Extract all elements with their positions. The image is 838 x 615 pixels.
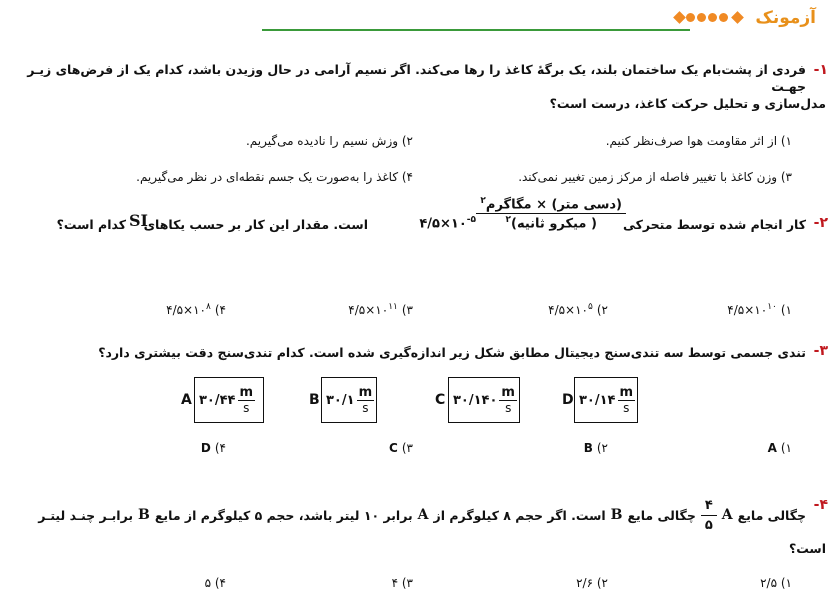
question-2-text-after: است. مقدار این کار بر حسب یکاهای <box>143 217 368 232</box>
dot-icon <box>697 13 706 22</box>
option-value: C <box>389 441 398 455</box>
dot-icon <box>708 13 717 22</box>
option-number: ۴) <box>214 441 226 455</box>
question-4-liquid-a: A <box>721 507 733 523</box>
question-2-coefficient <box>419 215 476 231</box>
option-value: B <box>583 441 593 455</box>
question-3-option-2[interactable] <box>584 441 608 455</box>
option-number: ۳) <box>401 441 413 455</box>
option-base: ۴/۵×۱۰ <box>166 303 207 317</box>
question-4-line-2: است؟ <box>788 541 826 556</box>
question-2-option-2[interactable] <box>548 302 608 317</box>
unit-bottom: s <box>623 401 630 415</box>
dot-icon <box>719 13 728 22</box>
question-2-fraction <box>476 196 626 232</box>
question-1-option-2[interactable]: ۲) وزش نسیم را نادیده می‌گیریم. <box>245 134 413 148</box>
meter-c-label: C <box>435 392 446 408</box>
question-1-option-1[interactable]: ۱) از اثر مقاومت هوا صرف‌نظر کنیم. <box>605 134 792 148</box>
question-3-text: تندی جسمی توسط سه تندی‌سنج دیجیتال مطابق شکل زیر اندازه‌گیری شده است. کدام تندی‌سنج دقت بیشتری دارد؟ <box>98 345 806 360</box>
question-2-text-end: کدام است؟ <box>56 217 126 232</box>
question-4-part-2: چگالی مایع <box>627 508 696 523</box>
header-divider <box>262 29 690 31</box>
question-3-option-4[interactable] <box>201 441 226 455</box>
question-2-option-4[interactable] <box>166 302 226 317</box>
meter-d <box>574 377 638 423</box>
meter-a-unit <box>238 385 256 415</box>
question-1-number: ۱- <box>813 62 828 78</box>
meter-a-value: ۳۰/۴۴ <box>199 392 236 408</box>
option-number: ۳) <box>401 303 413 317</box>
question-2-fraction-numerator: (دسی متر) × مگاگرم <box>485 197 622 213</box>
question-4-fraction <box>701 497 717 534</box>
question-3-option-3[interactable] <box>389 441 413 455</box>
meter-d-value: ۳۰/۱۴ <box>579 392 616 408</box>
meter-b-value: ۳۰/۱ <box>326 392 355 408</box>
question-4-part-5: برابـر چنـد لیتـر <box>38 508 134 523</box>
question-2-numerator-exponent: ۲ <box>480 196 486 206</box>
question-4-liquid-b: B <box>610 507 623 523</box>
option-number: ۱) <box>780 441 792 455</box>
question-1-line-1: فردی از پشت‌بام یک ساختمان بلند، یک برگهٔ کاغذ را رها می‌کند. اگر نسیم آرامی در حال وزیدن باشد، کدام یک از فرض‌های زیـر جهـت <box>27 62 806 94</box>
question-2-coefficient-exponent: -۵ <box>466 215 476 225</box>
question-3-option-1[interactable] <box>768 441 792 455</box>
fraction-bottom: ۵ <box>704 518 713 533</box>
dot-icon <box>686 13 695 22</box>
question-1-line-2: مدل‌سازی و تحلیل حرکت کاغذ، درست است؟ <box>549 96 826 111</box>
unit-bottom: s <box>243 401 250 415</box>
brand-title: آزمونک <box>755 8 816 28</box>
question-4-option-3[interactable]: ۳) ۴ <box>391 576 413 590</box>
question-2-option-1[interactable] <box>727 302 792 317</box>
unit-bottom: s <box>505 401 512 415</box>
question-1-option-3[interactable]: ۳) وزن کاغذ با تغییر فاصله از مرکز زمین تغییر نمی‌کند. <box>518 170 792 184</box>
brand-dots-decoration <box>672 13 742 22</box>
question-4-liquid-a-2: A <box>417 507 429 523</box>
question-2-number: ۲- <box>813 215 828 231</box>
option-number: ۲) <box>596 303 608 317</box>
unit-top: m <box>619 385 634 400</box>
fraction-top: ۴ <box>701 497 717 516</box>
question-4-liquid-b-2: B <box>138 507 150 523</box>
option-base: ۴/۵×۱۰ <box>548 303 589 317</box>
unit-top: m <box>239 385 254 400</box>
option-base: ۴/۵×۱۰ <box>348 303 389 317</box>
question-2-coefficient-base: ۴/۵×۱۰ <box>419 216 467 232</box>
question-4-part-1: چگالی مایع <box>737 508 806 523</box>
option-number: ۱) <box>780 303 792 317</box>
option-exponent: ۱۰ <box>767 302 777 312</box>
meter-b <box>321 377 377 423</box>
unit-top: m <box>501 385 515 400</box>
option-number: ۴) <box>214 303 226 317</box>
meter-c <box>448 377 520 423</box>
question-1-option-4[interactable]: ۴) کاغذ را به‌صورت یک جسم نقطه‌ای در نظر می‌گیریم. <box>136 170 413 184</box>
question-2-option-3[interactable] <box>348 302 413 317</box>
option-value: A <box>767 441 777 455</box>
option-number: ۲) <box>596 441 608 455</box>
question-2-text-before: کار انجام شده توسط متحرکی <box>622 217 806 232</box>
option-exponent: ۱۱ <box>388 302 398 312</box>
diamond-icon <box>673 11 686 24</box>
meter-c-unit <box>499 385 517 415</box>
question-2-fraction-denominator: ( میکرو ثانیه) <box>511 216 597 232</box>
meter-d-label: D <box>562 392 574 408</box>
unit-bottom: s <box>362 401 369 415</box>
option-base: ۴/۵×۱۰ <box>727 303 768 317</box>
question-4-line-1 <box>38 497 806 534</box>
meter-b-unit <box>357 385 375 415</box>
option-exponent: ۵ <box>588 302 593 312</box>
meter-a <box>194 377 264 423</box>
meter-c-value: ۳۰/۱۴۰ <box>453 392 498 408</box>
option-exponent: ۸ <box>206 302 211 312</box>
question-3-number: ۳- <box>813 343 828 359</box>
question-4-number: ۴- <box>813 497 828 513</box>
question-4-part-4: برابر ۱۰ لیتر باشد، حجم ۵ کیلوگرم از مایع <box>154 508 413 523</box>
option-value: D <box>200 441 211 455</box>
unit-top: m <box>358 385 373 400</box>
diamond-icon <box>731 11 744 24</box>
question-2-denominator-exponent: ۲ <box>505 215 512 226</box>
question-4-option-1[interactable]: ۱) ۲/۵ <box>760 576 792 590</box>
meter-d-unit <box>618 385 636 415</box>
question-4-option-2[interactable]: ۲) ۲/۶ <box>576 576 608 590</box>
question-4-option-4[interactable]: ۴) ۵ <box>204 576 226 590</box>
question-4-part-3: است. اگر حجم ۸ کیلوگرم از <box>433 508 606 523</box>
meter-b-label: B <box>309 392 320 408</box>
meter-a-label: A <box>181 392 192 408</box>
question-2-si: SI <box>128 211 148 230</box>
